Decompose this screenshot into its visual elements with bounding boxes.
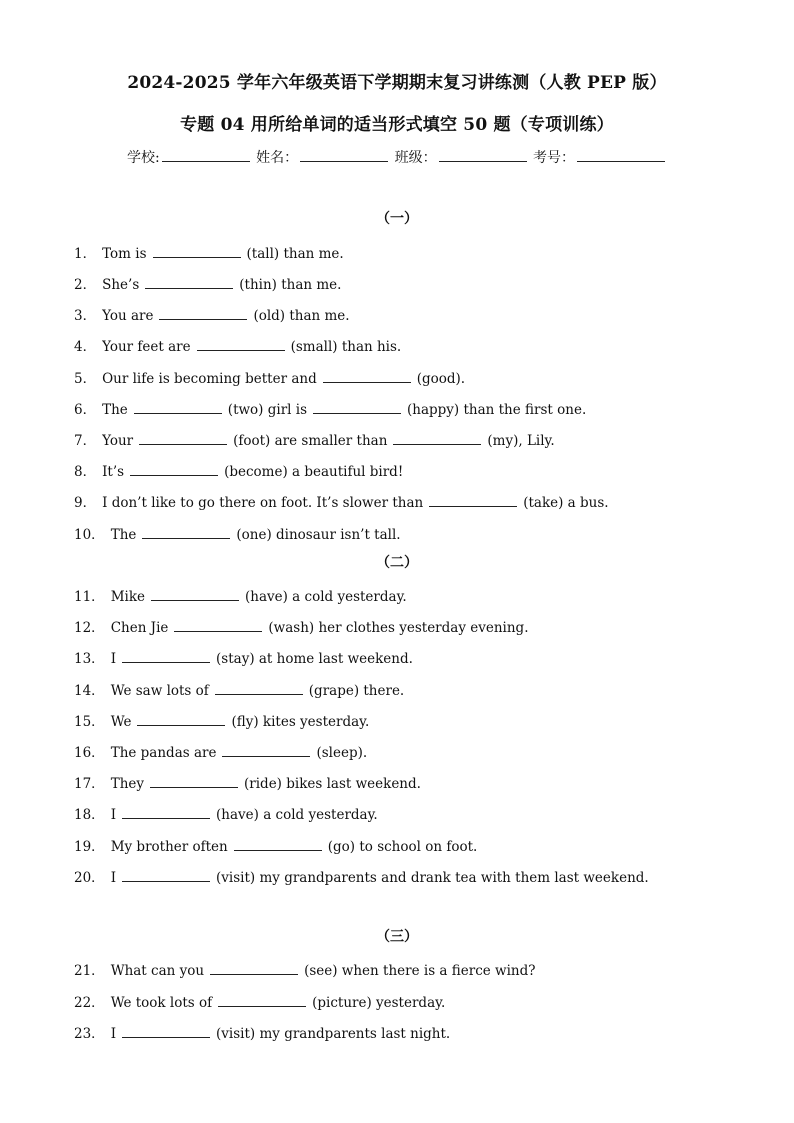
question-text: I	[110, 870, 117, 886]
question-text: I	[110, 1026, 117, 1042]
question-text: We saw lots of	[110, 683, 209, 699]
question-text: (visit) my grandparents last night.	[216, 1026, 451, 1042]
answer-blank[interactable]	[313, 401, 401, 414]
school-blank[interactable]	[162, 147, 250, 162]
question-text: The	[102, 402, 128, 418]
question-text: (old) than me.	[253, 308, 350, 324]
question-text: (thin) than me.	[239, 277, 342, 293]
answer-blank[interactable]	[153, 245, 241, 258]
question-text: It’s	[102, 464, 125, 480]
question-text: Tom is	[102, 246, 147, 262]
answer-blank[interactable]	[218, 994, 306, 1007]
answer-blank[interactable]	[393, 432, 481, 445]
question-text: (go) to school on foot.	[327, 839, 478, 855]
question-number: 7．	[74, 433, 97, 449]
question-item	[74, 585, 407, 605]
question-item	[74, 616, 529, 636]
question-number: 12．	[74, 620, 105, 636]
question-item	[74, 679, 404, 699]
document-title: 2024-2025 学年六年级英语下学期期末复习讲练测（人教 PEP 版）	[127, 73, 667, 93]
answer-blank[interactable]	[122, 869, 210, 882]
document-subtitle: 专题 04 用所给单词的适当形式填空 50 题（专项训练）	[180, 115, 614, 135]
question-number: 18．	[74, 807, 105, 823]
exam-no-blank[interactable]	[577, 147, 665, 162]
answer-blank[interactable]	[210, 962, 298, 975]
answer-blank[interactable]	[134, 401, 222, 414]
question-number: 17．	[74, 776, 105, 792]
answer-blank[interactable]	[222, 744, 310, 757]
section-heading-3: （三）	[376, 929, 418, 945]
answer-blank[interactable]	[122, 806, 210, 819]
question-number: 10．	[74, 527, 105, 543]
answer-blank[interactable]	[122, 650, 210, 663]
question-text: My brother often	[110, 839, 228, 855]
question-text: (small) than his.	[290, 339, 402, 355]
question-text: (have) a cold yesterday.	[216, 807, 378, 823]
class-label: 班级：	[394, 150, 437, 166]
question-text: I don’t like to go there on foot. It’s slower than	[102, 495, 424, 511]
question-text: Your feet are	[102, 339, 191, 355]
question-item	[74, 647, 413, 667]
question-item	[74, 491, 609, 511]
question-item	[74, 242, 344, 262]
answer-blank[interactable]	[159, 307, 247, 320]
question-text: (grape) there.	[308, 683, 405, 699]
question-text: We	[110, 714, 132, 730]
question-item	[74, 772, 421, 792]
question-item	[74, 741, 367, 761]
question-text: Your	[102, 433, 134, 449]
answer-blank[interactable]	[429, 494, 517, 507]
question-item	[74, 866, 649, 886]
section-heading-2: （二）	[376, 555, 418, 571]
question-item	[74, 991, 445, 1011]
question-text: They	[110, 776, 145, 792]
exam-no-label: 考号：	[533, 150, 576, 166]
question-number: 14．	[74, 683, 105, 699]
name-label: 姓名：	[256, 150, 299, 166]
question-text: (one) dinosaur isn’t tall.	[236, 527, 401, 543]
question-number: 23．	[74, 1026, 105, 1042]
question-text: Our life is becoming better and	[102, 371, 317, 387]
question-number: 16．	[74, 745, 105, 761]
question-item	[74, 803, 378, 823]
question-text: We took lots of	[110, 995, 213, 1011]
question-text: You are	[102, 308, 154, 324]
question-text: (ride) bikes last weekend.	[244, 776, 421, 792]
answer-blank[interactable]	[234, 838, 322, 851]
name-blank[interactable]	[300, 147, 388, 162]
answer-blank[interactable]	[130, 463, 218, 476]
answer-blank[interactable]	[197, 338, 285, 351]
question-text: The	[110, 527, 137, 543]
question-text: (wash) her clothes yesterday evening.	[268, 620, 529, 636]
question-item	[74, 367, 465, 387]
question-number: 21．	[74, 963, 105, 979]
answer-blank[interactable]	[150, 775, 238, 788]
question-text: (see) when there is a fierce wind?	[304, 963, 536, 979]
answer-blank[interactable]	[137, 713, 225, 726]
question-text: I	[110, 651, 117, 667]
question-text: (two) girl is	[227, 402, 307, 418]
question-item	[74, 398, 586, 418]
question-text: What can you	[110, 963, 205, 979]
question-item	[74, 335, 401, 355]
question-text: Chen Jie	[110, 620, 169, 636]
class-blank[interactable]	[439, 147, 527, 162]
question-text: She’s	[102, 277, 140, 293]
question-item	[74, 959, 536, 979]
question-number: 8．	[74, 464, 97, 480]
answer-blank[interactable]	[122, 1025, 210, 1038]
answer-blank[interactable]	[142, 526, 230, 539]
question-text: (stay) at home last weekend.	[216, 651, 413, 667]
answer-blank[interactable]	[215, 682, 303, 695]
question-text: (fly) kites yesterday.	[231, 714, 370, 730]
question-number: 11．	[74, 589, 105, 605]
question-text: (my), Lily.	[487, 433, 555, 449]
question-item	[74, 710, 369, 730]
question-number: 15．	[74, 714, 105, 730]
question-number: 1．	[74, 246, 97, 262]
question-text: (take) a bus.	[523, 495, 609, 511]
question-number: 4．	[74, 339, 97, 355]
answer-blank[interactable]	[174, 619, 262, 632]
question-number: 20．	[74, 870, 105, 886]
answer-blank[interactable]	[145, 276, 233, 289]
question-text: (sleep).	[316, 745, 368, 761]
answer-blank[interactable]	[151, 588, 239, 601]
question-number: 13．	[74, 651, 105, 667]
student-info-row	[0, 147, 794, 167]
question-text: I	[110, 807, 117, 823]
question-text: The pandas are	[110, 745, 217, 761]
question-number: 2．	[74, 277, 97, 293]
question-item	[74, 460, 403, 480]
question-item	[74, 523, 401, 543]
question-item	[74, 1022, 450, 1042]
question-text: (have) a cold yesterday.	[245, 589, 407, 605]
answer-blank[interactable]	[139, 432, 227, 445]
section-heading-1: （一）	[376, 211, 418, 227]
school-label: 学校:	[126, 150, 160, 166]
question-text: (happy) than the first one.	[407, 402, 587, 418]
question-number: 3．	[74, 308, 97, 324]
question-item	[74, 835, 477, 855]
question-text: (good).	[416, 371, 466, 387]
question-text: (foot) are smaller than	[233, 433, 388, 449]
question-text: (become) a beautiful bird!	[224, 464, 404, 480]
question-text: (picture) yesterday.	[312, 995, 446, 1011]
question-item	[74, 429, 555, 449]
question-number: 22．	[74, 995, 105, 1011]
answer-blank[interactable]	[323, 370, 411, 383]
question-number: 19．	[74, 839, 105, 855]
question-text: Mike	[110, 589, 145, 605]
question-text: (visit) my grandparents and drank tea with them last weekend.	[216, 870, 649, 886]
question-text: (tall) than me.	[246, 246, 344, 262]
question-number: 6．	[74, 402, 97, 418]
question-item	[74, 273, 341, 293]
question-number: 9．	[74, 495, 97, 511]
question-item	[74, 304, 350, 324]
question-number: 5．	[74, 371, 97, 387]
